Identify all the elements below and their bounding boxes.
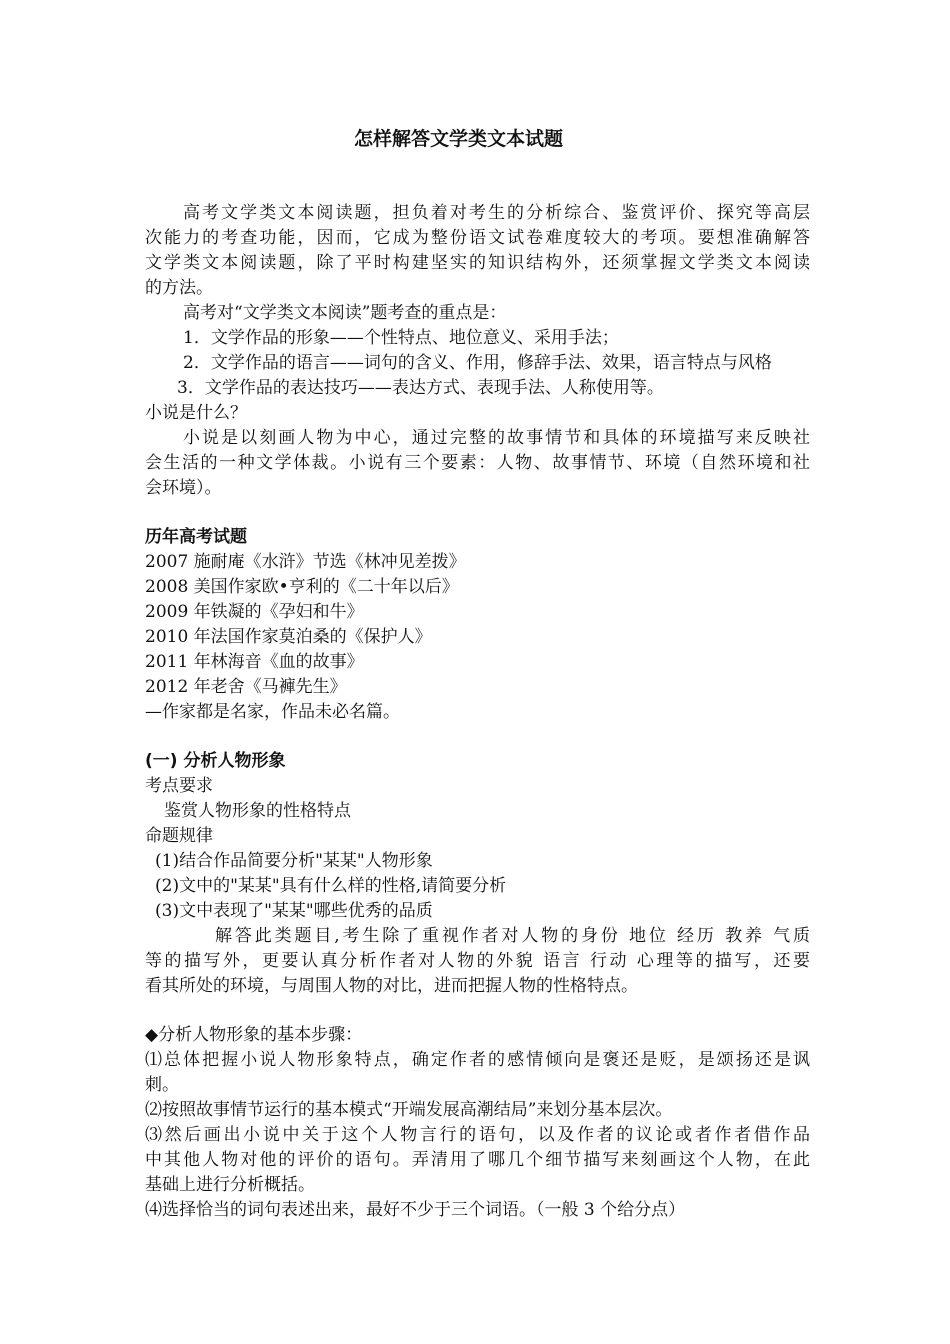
requirement-text: 鉴赏人物形象的性格特点 <box>164 801 351 821</box>
focus-item: 3．文学作品的表达技巧——表达方式、表现手法、人称使用等。 <box>177 378 664 398</box>
step-line: ⑴总体把握小说人物形象特点，确定作者的感情倾向是褒还是贬，是颂扬还是讽 <box>145 1050 810 1070</box>
novel-question: 小说是什么？ <box>145 403 247 423</box>
step-line: ⑵按照故事情节运行的基本模式“开端发展高潮结局”来划分基本层次。 <box>145 1100 673 1120</box>
exam-item: 2009 年铁凝的《孕妇和牛》 <box>145 602 364 622</box>
intro-line: 高考文学类文本阅读题，担负着对考生的分析综合、鉴赏评价、探究等高层 <box>183 203 810 223</box>
exam-item: 2007 施耐庵《水浒》节选《林冲见差拨》 <box>145 552 466 572</box>
novel-line: 小说是以刻画人物为中心，通过完整的故事情节和具体的环境描写来反映社 <box>183 428 810 448</box>
rule-item: (2)文中的"某某"具有什么样的性格,请简要分析 <box>155 876 507 896</box>
rule-item: (3)文中表现了"某某"哪些优秀的品质 <box>155 901 433 921</box>
step-line: ⑶然后画出小说中关于这个人物言行的语句，以及作者的议论或者作者借作品 <box>145 1125 810 1145</box>
answer-line: 解答此类题目,考生除了重视作者对人物的身份 地位 经历 教养 气质 <box>215 926 810 946</box>
answer-line: 等的描写外，更要认真分析作者对人物的外貌 语言 行动 心理等的描写，还要 <box>145 951 810 971</box>
exam-item: 2012 年老舍《马褲先生》 <box>145 677 347 697</box>
focus-item: 1．文学作品的形象——个性特点、地位意义、采用手法； <box>183 328 619 348</box>
novel-line: 会环境）。 <box>145 478 222 498</box>
novel-line: 会生活的一种文学体裁。小说有三个要素：人物、故事情节、环境（自然环境和社 <box>145 453 810 473</box>
step-line: 基础上进行分析概括。 <box>145 1175 315 1195</box>
step-line: 刺。 <box>145 1075 179 1095</box>
exam-item: 2008 美国作家欧•亨利的《二十年以后》 <box>145 577 459 597</box>
answer-line: 看其所处的环境，与周围人物的对比，进而把握人物的性格特点。 <box>145 976 638 996</box>
section1-heading: (一) 分析人物形象 <box>145 751 286 771</box>
intro-line: 的方法。 <box>145 278 213 298</box>
focus-item: 2．文学作品的语言——词句的含义、作用，修辞手法、效果，语言特点与风格 <box>183 353 772 373</box>
exam-item: 2011 年林海音《血的故事》 <box>145 652 364 672</box>
exams-heading: 历年高考试题 <box>145 527 247 547</box>
exams-note: —作家都是名家，作品未必名篇。 <box>145 702 400 722</box>
intro-line: 文学类文本阅读题，除了平时构建坚实的知识结构外，还须掌握文学类文本阅读 <box>145 253 810 273</box>
rule-label: 命题规律 <box>145 826 213 846</box>
focus-heading: 高考对“文学类文本阅读”题考查的重点是： <box>183 303 507 323</box>
exam-item: 2010 年法国作家莫泊桑的《保护人》 <box>145 627 432 647</box>
step-line: 中其他人物对他的评价的语句。弄清用了哪几个细节描写来刻画这个人物，在此 <box>145 1150 810 1170</box>
rule-item: (1)结合作品简要分析"某某"人物形象 <box>155 851 433 871</box>
intro-line: 次能力的考查功能，因而，它成为整份语文试卷难度较大的考项。要想准确解答 <box>145 228 810 248</box>
steps-heading: ◆分析人物形象的基本步骤： <box>145 1025 363 1045</box>
step-line: ⑷选择恰当的词句表述出来，最好不少于三个词语。（一般 3 个给分点） <box>145 1200 686 1220</box>
requirement-label: 考点要求 <box>145 776 213 796</box>
page-title: 怎样解答文学类文本试题 <box>354 128 564 150</box>
